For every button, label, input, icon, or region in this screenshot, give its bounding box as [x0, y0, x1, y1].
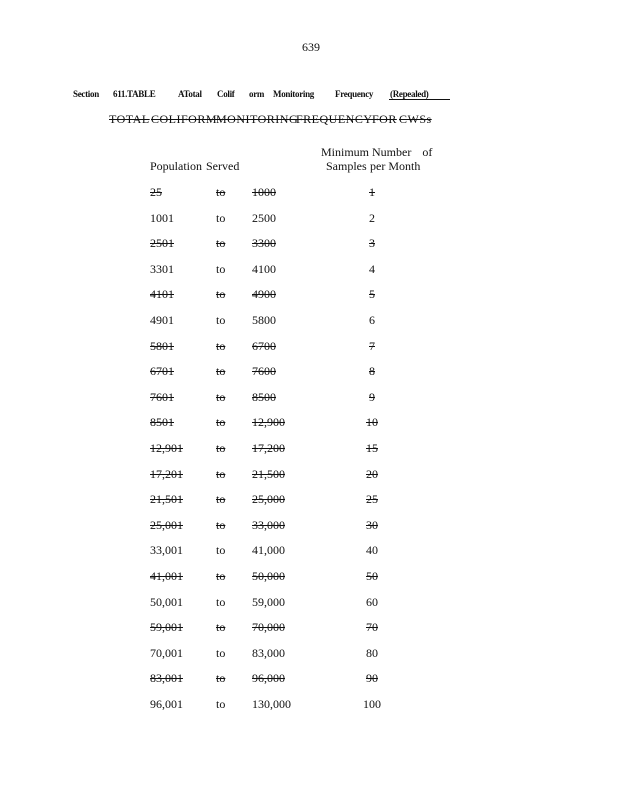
to-cell: to	[216, 467, 226, 481]
samples-cell: 30	[366, 518, 378, 532]
pop-high-cell: 5800	[252, 313, 276, 327]
to-cell: to	[216, 415, 226, 429]
to-cell: to	[216, 620, 226, 634]
samples-cell: 25	[366, 492, 378, 506]
section-label: Section	[73, 89, 99, 99]
pop-low-cell: 33,001	[150, 543, 183, 557]
pop-high-cell: 41,000	[252, 543, 285, 557]
samples-cell: 80	[366, 646, 378, 660]
header-rule	[389, 99, 450, 100]
pop-low-cell: 1001	[150, 211, 174, 225]
pop-low-cell: 8501	[150, 415, 174, 429]
pop-high-cell: 6700	[252, 339, 276, 353]
to-cell: to	[216, 364, 226, 378]
pop-high-cell: 12,900	[252, 415, 285, 429]
col-samples: Samples	[326, 159, 367, 173]
title-word-cwss: CWSs	[399, 112, 432, 126]
pop-high-cell: 17,200	[252, 441, 285, 455]
pop-high-cell: 70,000	[252, 620, 285, 634]
pop-high-cell: 33,000	[252, 518, 285, 532]
pop-low-cell: 12,901	[150, 441, 183, 455]
col-per-month: per Month	[370, 159, 421, 173]
to-cell: to	[216, 671, 226, 685]
to-cell: to	[216, 569, 226, 583]
to-cell: to	[216, 313, 226, 327]
samples-cell: 6	[369, 313, 375, 327]
pop-low-cell: 70,001	[150, 646, 183, 660]
samples-cell: 70	[366, 620, 378, 634]
to-cell: to	[216, 185, 226, 199]
pop-low-cell: 2501	[150, 236, 174, 250]
samples-cell: 60	[366, 595, 378, 609]
to-cell: to	[216, 595, 226, 609]
pop-high-cell: 83,000	[252, 646, 285, 660]
to-cell: to	[216, 543, 226, 557]
section-number: 611.TABLE	[113, 89, 156, 99]
samples-cell: 40	[366, 543, 378, 557]
samples-cell: 100	[363, 697, 381, 711]
title-word-coliform: COLIFORM	[151, 112, 218, 126]
to-cell: to	[216, 492, 226, 506]
repealed-status: (Repealed)	[390, 89, 429, 99]
pop-low-cell: 25	[150, 185, 162, 199]
pop-low-cell: 4901	[150, 313, 174, 327]
pop-low-cell: 59,001	[150, 620, 183, 634]
samples-cell: 7	[369, 339, 375, 353]
pop-high-cell: 4900	[252, 287, 276, 301]
pop-low-cell: 4101	[150, 287, 174, 301]
pop-low-cell: 3301	[150, 262, 174, 276]
pop-low-cell: 83,001	[150, 671, 183, 685]
to-cell: to	[216, 390, 226, 404]
to-cell: to	[216, 211, 226, 225]
to-cell: to	[216, 287, 226, 301]
header-word-monitoring: Monitoring	[273, 89, 314, 99]
pop-low-cell: 6701	[150, 364, 174, 378]
pop-high-cell: 7600	[252, 364, 276, 378]
title-word-frequency: FREQUENCY	[296, 112, 373, 126]
pop-high-cell: 50,000	[252, 569, 285, 583]
col-population: Population	[150, 159, 203, 173]
pop-high-cell: 21,500	[252, 467, 285, 481]
samples-cell: 8	[369, 364, 375, 378]
samples-cell: 3	[369, 236, 375, 250]
col-served: Served	[206, 159, 240, 173]
title-word-for: FOR	[372, 112, 397, 126]
title-word-total: TOTAL	[109, 112, 150, 126]
samples-cell: 9	[369, 390, 375, 404]
samples-cell: 50	[366, 569, 378, 583]
pop-high-cell: 3300	[252, 236, 276, 250]
pop-low-cell: 96,001	[150, 697, 183, 711]
header-word-orm: orm	[249, 89, 265, 99]
pop-low-cell: 41,001	[150, 569, 183, 583]
samples-cell: 15	[366, 441, 378, 455]
pop-high-cell: 8500	[252, 390, 276, 404]
samples-cell: 10	[366, 415, 378, 429]
pop-low-cell: 25,001	[150, 518, 183, 532]
pop-high-cell: 25,000	[252, 492, 285, 506]
pop-low-cell: 50,001	[150, 595, 183, 609]
pop-high-cell: 130,000	[252, 697, 291, 711]
to-cell: to	[216, 646, 226, 660]
title-word-monitoring: MONITORING	[216, 112, 299, 126]
pop-low-cell: 21,501	[150, 492, 183, 506]
header-word-frequency: Frequency	[335, 89, 374, 99]
to-cell: to	[216, 518, 226, 532]
to-cell: to	[216, 262, 226, 276]
samples-cell: 5	[369, 287, 375, 301]
samples-cell: 90	[366, 671, 378, 685]
col-number-of: Number of	[372, 145, 433, 159]
pop-low-cell: 7601	[150, 390, 174, 404]
pop-low-cell: 17,201	[150, 467, 183, 481]
pop-high-cell: 2500	[252, 211, 276, 225]
to-cell: to	[216, 441, 226, 455]
page-number: 639	[302, 40, 320, 54]
pop-high-cell: 96,000	[252, 671, 285, 685]
to-cell: to	[216, 236, 226, 250]
pop-low-cell: 5801	[150, 339, 174, 353]
samples-cell: 20	[366, 467, 378, 481]
samples-cell: 1	[369, 185, 375, 199]
col-minimum: Minimum	[321, 145, 370, 159]
pop-high-cell: 1000	[252, 185, 276, 199]
pop-high-cell: 4100	[252, 262, 276, 276]
to-cell: to	[216, 697, 226, 711]
to-cell: to	[216, 339, 226, 353]
pop-high-cell: 59,000	[252, 595, 285, 609]
header-word-colif: Colif	[217, 89, 235, 99]
samples-cell: 2	[369, 211, 375, 225]
header-word-total: ATotal	[178, 89, 202, 99]
samples-cell: 4	[369, 262, 375, 276]
